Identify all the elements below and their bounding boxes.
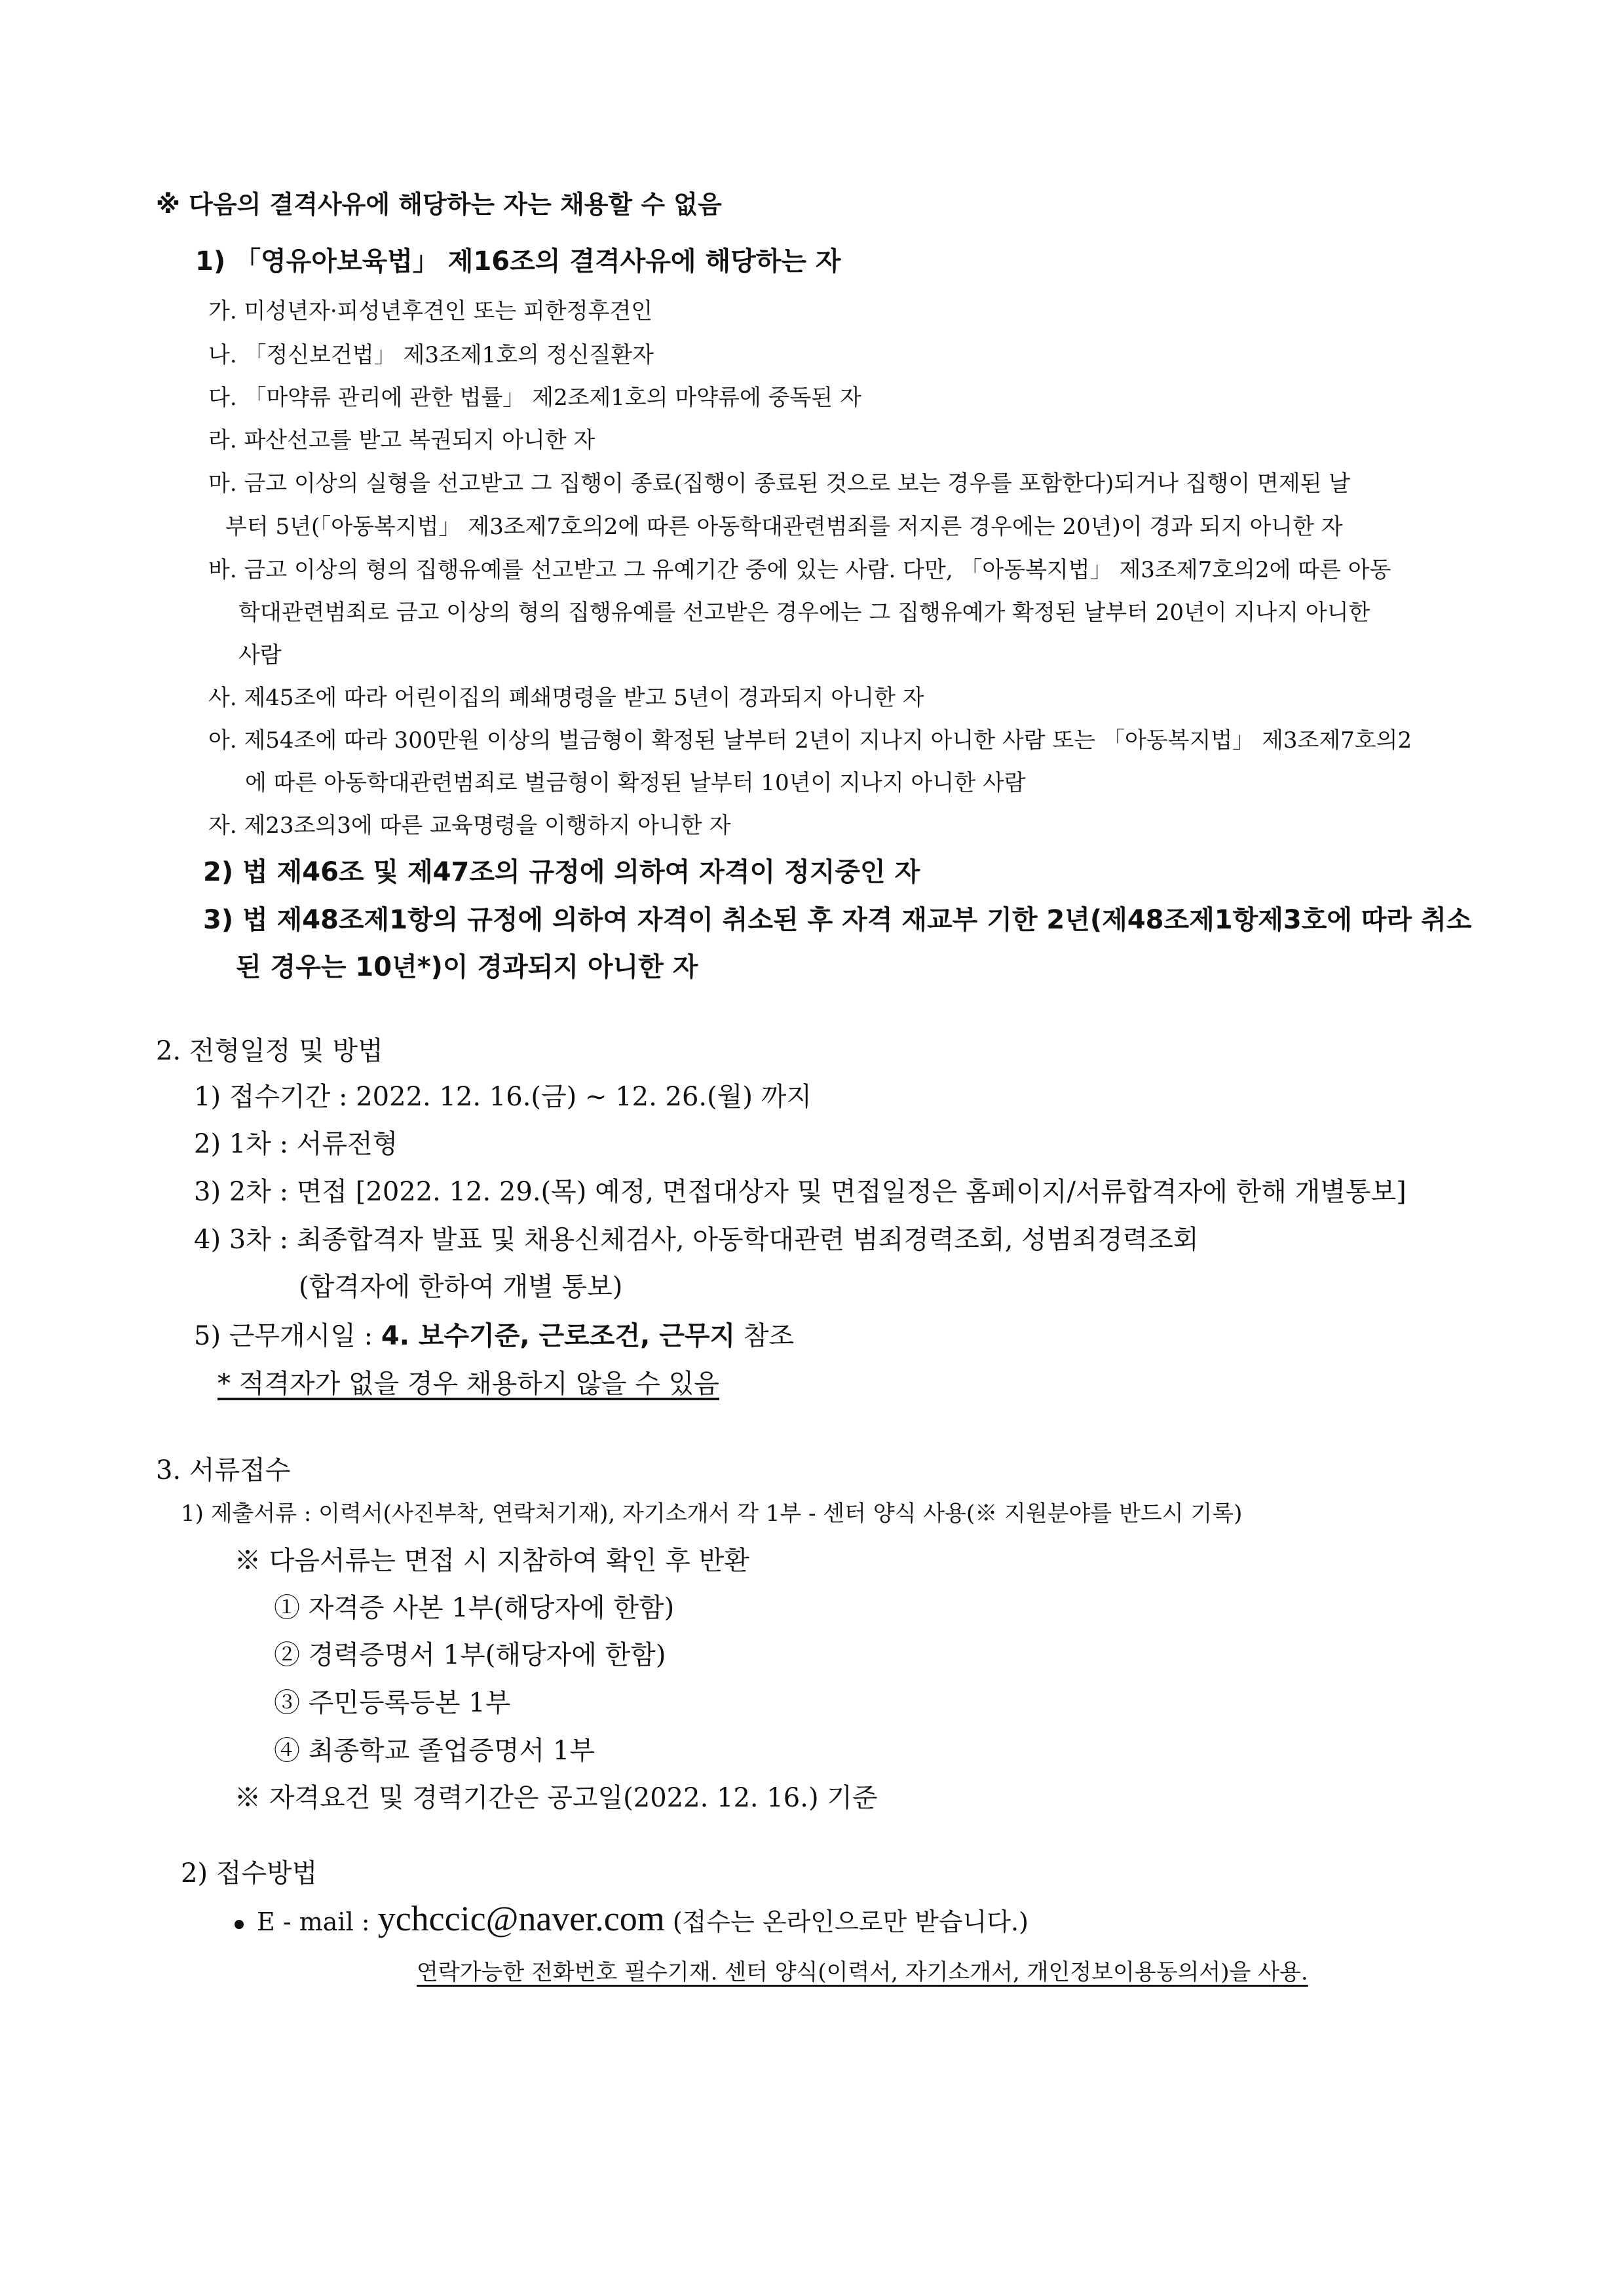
schedule-item-2: 2) 1차 : 서류전형 — [194, 1129, 398, 1159]
schedule-item-1: 1) 접수기간 : 2022. 12. 16.(금) ~ 12. 26.(월) 까지 — [194, 1082, 812, 1112]
disqualification-item-ba-line2: 학대관련범죄로 금고 이상의 형의 집행유예를 선고받은 경우에는 그 집행유예가 확정된 날부터 20년이 지나지 아니한 — [238, 600, 1370, 626]
disqualification-item-na: 나. 「정신보건법」 제3조제1호의 정신질환자 — [208, 342, 654, 368]
disqualification-item-ra: 라. 파산선고를 받고 복권되지 아니한 자 — [208, 427, 595, 453]
disqualification-item-ma-line2: 부터 5년(「아동복지법」 제3조제7호의2에 따른 아동학대관련범죄를 저지른 경우에는 20년)이 경과 되지 아니한 자 — [225, 514, 1343, 540]
email-note: (접수는 온라인으로만 받습니다.) — [672, 1907, 1029, 1936]
disqualification-item-a-line1: 아. 제54조에 따라 300만원 이상의 벌금형이 확정된 날부터 2년이 지나지 아니한 사람 또는 「아동복지법」 제3조제7호의2 — [208, 727, 1412, 754]
documents-item-1: 1) 제출서류 : 이력서(사진부착, 연락처기재), 자기소개서 각 1부 - 센터 양식 사용(※ 지원분야를 반드시 기록) — [181, 1501, 1243, 1527]
documents-method-heading: 2) 접수방법 — [181, 1858, 318, 1888]
disqualification-item-3-line2: 된 경우는 10년*)이 경과되지 아니한 자 — [236, 952, 698, 982]
documents-return-note: ※ 다음서류는 면접 시 지참하여 확인 후 반환 — [235, 1546, 749, 1576]
documents-heading: 3. 서류접수 — [156, 1455, 291, 1485]
documents-criteria-note: ※ 자격요건 및 경력기간은 공고일(2022. 12. 16.) 기준 — [235, 1783, 878, 1813]
schedule-item-5-prefix: 5) 근무개시일 : — [194, 1321, 381, 1351]
disqualification-item-3-line1: 3) 법 제48조제1항의 규정에 의하여 자격이 취소된 후 자격 재교부 기한 2년(제48조제1항제3호에 따라 취소 — [203, 905, 1472, 935]
documents-copy-2: ② 경력증명서 1부(해당자에 한함) — [274, 1640, 666, 1670]
documents-copy-4: ④ 최종학교 졸업증명서 1부 — [274, 1736, 595, 1766]
disqualification-heading: ※ 다음의 결격사유에 해당하는 자는 채용할 수 없음 — [156, 190, 722, 219]
disqualification-item-1: 1) 「영유아보육법」 제16조의 결격사유에 해당하는 자 — [195, 246, 841, 277]
disqualification-item-ma-line1: 마. 금고 이상의 실형을 선고받고 그 집행이 종료(집행이 종료된 것으로 보는 경우를 포함한다)되거나 집행이 면제된 날 — [208, 470, 1351, 497]
email-line — [235, 1898, 1029, 1940]
schedule-item-4-line1: 4) 3차 : 최종합격자 발표 및 채용신체검사, 아동학대관련 범죄경력조회, 성범죄경력조회 — [194, 1225, 1199, 1255]
disqualification-item-a-line2: 에 따른 아동학대관련범죄로 벌금형이 확정된 날부터 10년이 지나지 아니한 사람 — [245, 770, 1026, 796]
email-label: E - mail : — [257, 1907, 370, 1936]
email-address[interactable]: ychccic@naver.com — [377, 1899, 665, 1938]
contact-note: 연락가능한 전화번호 필수기재. 센터 양식(이력서, 자기소개서, 개인정보이용동의서)을 사용. — [417, 1959, 1308, 1985]
disqualification-item-da: 다. 「마약류 관리에 관한 법률」 제2조제1호의 마약류에 중독된 자 — [208, 385, 861, 411]
schedule-item-5-reference: 4. 보수기준, 근로조건, 근무지 — [381, 1321, 736, 1351]
schedule-note: * 적격자가 없을 경우 채용하지 않을 수 있음 — [217, 1369, 719, 1399]
disqualification-item-ga: 가. 미성년자·피성년후견인 또는 피한정후견인 — [208, 298, 653, 324]
documents-copy-1: ① 자격증 사본 1부(해당자에 한함) — [274, 1593, 675, 1623]
documents-copy-3: ③ 주민등록등본 1부 — [274, 1688, 511, 1718]
schedule-item-5 — [194, 1320, 794, 1352]
disqualification-item-2: 2) 법 제46조 및 제47조의 규정에 의하여 자격이 정지중인 자 — [203, 857, 920, 887]
disqualification-item-ba-line3: 사람 — [238, 642, 282, 668]
disqualification-item-ba-line1: 바. 금고 이상의 형의 집행유예를 선고받고 그 유예기간 중에 있는 사람. 다만, 「아동복지법」 제3조제7호의2에 따른 아동 — [208, 557, 1391, 583]
schedule-item-3: 3) 2차 : 면접 [2022. 12. 29.(목) 예정, 면접대상자 및 면접일정은 홈페이지/서류합격자에 한해 개별통보] — [194, 1177, 1407, 1207]
schedule-heading: 2. 전형일정 및 방법 — [156, 1036, 383, 1066]
bullet-icon — [235, 1920, 244, 1929]
schedule-item-5-suffix: 참조 — [735, 1321, 795, 1351]
schedule-item-4-line2: (합격자에 한하여 개별 통보) — [299, 1272, 623, 1302]
disqualification-item-sa: 사. 제45조에 따라 어린이집의 폐쇄명령을 받고 5년이 경과되지 아니한 자 — [208, 685, 924, 711]
disqualification-item-ja: 자. 제23조의3에 따른 교육명령을 이행하지 아니한 자 — [208, 813, 731, 839]
